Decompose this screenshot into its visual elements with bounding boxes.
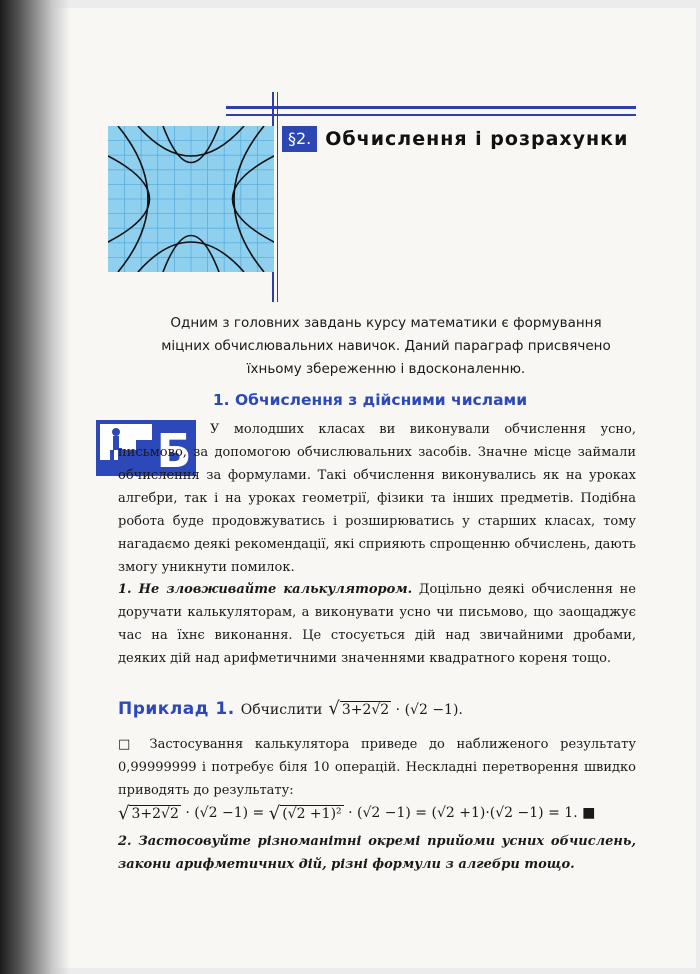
paragraph-advice-1 (118, 578, 636, 670)
header-rule-bottom (226, 114, 636, 116)
solution-text: Застосування калькулятора приведе до наближеного результату 0,99999999 і потребує біля 10 операцій. Нескладні перетворення швидко приводять до результату: (118, 737, 636, 798)
advice-1-lead: 1. Не зловживайте калькулятором. (118, 582, 413, 597)
section-number-badge: §2. (282, 126, 317, 152)
advice-1-text: Доцільно деякі обчислення не доручати калькуляторам, а виконувати усно чи письмово, що заощаджує час на їхнє виконання. Це стосується дій над звичайними дробами, деяких дій над арифметичними значеннями квадратного кореня тощо. (118, 582, 636, 666)
paragraph-advice-2: 2. Застосовуйте різноманітні окремі прийоми усних обчислень, закони арифметичних дій, різні формули з алгебри тощо. (118, 834, 636, 872)
example-heading (118, 698, 463, 719)
subsection-heading: 1. Обчислення з дійсними числами (212, 391, 528, 409)
example-label: Приклад 1. (118, 699, 235, 719)
section-title: Обчислення і розрахунки (325, 128, 629, 150)
section-heading (282, 124, 628, 154)
example-expression: √ 3+2√2 · (√2 −1). (328, 698, 463, 719)
header-rule-top (226, 106, 636, 109)
example-task: Обчислити (240, 702, 323, 718)
paragraph-solution (118, 733, 636, 802)
hyperbola-grid-illustration (108, 126, 274, 272)
section-intro: Одним з головних завдань курсу математики є формування міцних обчислювальних навичок. Даний параграф присвячено їхньому збереженню і вдосконаленню. (161, 315, 611, 377)
header-rule-vertical-2 (277, 92, 278, 302)
solution-formula: √ 3+2√2 · (√2 −1) = √ (√2 +1)² · (√2 −1) = (√2 +1) · (√2 −1) = 1 . ■ (118, 802, 596, 824)
paragraph-intro: У молодших класах ви виконували обчислення усно, письмово, за допомогою обчислювальних засобів. Значне місце займали обчислення за формулами. Такі обчислення виконувались як на уроках алгебри, так і на уроках геометрії, фізики та інших предметів. Подібна робота буде продовжуватись і розширюватись у старших класах, тому нагадаємо деякі рекомендації, які сприяють спрощенню обчислень, дають змогу уникнути помилок. (118, 422, 636, 575)
solution-end-mark: . ■ (573, 805, 596, 821)
level-b-letter: Б (156, 424, 192, 476)
solution-start-mark: □ (118, 737, 138, 752)
